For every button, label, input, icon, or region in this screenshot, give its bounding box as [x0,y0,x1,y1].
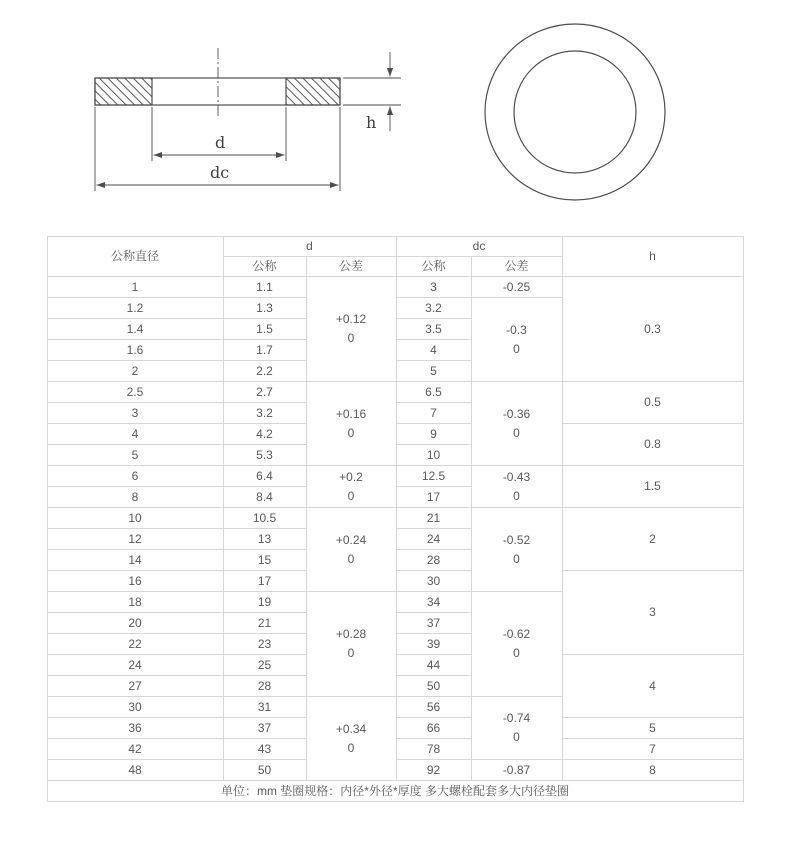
cell-dc-tolerance: -0.25 [471,277,562,298]
cell-nominal-diameter: 4 [47,424,223,445]
cell-nominal-diameter: 6 [47,466,223,487]
cell-h: 4 [562,655,743,718]
header-nominal-diameter: 公称直径 [47,237,223,277]
cell-dc-nominal: 28 [396,550,471,571]
spec-table-header [47,237,743,277]
dim-label-d: d [215,133,226,152]
cell-dc-nominal: 30 [396,571,471,592]
cell-nominal-diameter: 42 [47,739,223,760]
cell-dc-nominal: 9 [396,424,471,445]
header-h: h [562,237,743,277]
cell-nominal-diameter: 24 [47,655,223,676]
cell-nominal-diameter: 1 [47,277,223,298]
cell-d-nominal: 2.7 [223,382,306,403]
subheader-dc-tolerance: 公差 [471,257,562,277]
cell-dc-nominal: 10 [396,445,471,466]
cell-d-nominal: 3.2 [223,403,306,424]
header-d: d [223,237,396,257]
cell-dc-nominal: 39 [396,634,471,655]
subheader-d-nominal: 公称 [223,257,306,277]
cell-dc-nominal: 34 [396,592,471,613]
cell-d-nominal: 50 [223,760,306,781]
cell-d-nominal: 15 [223,550,306,571]
washer-drawing-svg [0,0,790,230]
inner-circle [514,51,636,173]
cell-dc-tolerance: -0.36 0 [471,382,562,466]
cell-dc-nominal: 12.5 [396,466,471,487]
cell-nominal-diameter: 5 [47,445,223,466]
cell-nominal-diameter: 18 [47,592,223,613]
cell-d-nominal: 23 [223,634,306,655]
cell-dc-tolerance: -0.87 [471,760,562,781]
cell-h: 7 [562,739,743,760]
cell-d-tolerance: +0.16 0 [306,382,396,466]
cell-dc-nominal: 56 [396,697,471,718]
cell-d-tolerance: +0.34 0 [306,697,396,781]
subheader-dc-nominal: 公称 [396,257,471,277]
cell-dc-nominal: 7 [396,403,471,424]
cell-h: 8 [562,760,743,781]
cell-dc-tolerance: -0.62 0 [471,592,562,697]
hatch-right [286,78,340,105]
spec-table-body [47,277,743,781]
cell-nominal-diameter: 1.2 [47,298,223,319]
cell-d-nominal: 10.5 [223,508,306,529]
cell-dc-nominal: 78 [396,739,471,760]
washer-spec-table [47,236,744,802]
table-row [47,466,743,487]
cell-dc-tolerance: -0.52 0 [471,508,562,592]
cell-nominal-diameter: 16 [47,571,223,592]
cell-dc-nominal: 17 [396,487,471,508]
cell-dc-tolerance: -0.3 0 [471,298,562,382]
cell-nominal-diameter: 12 [47,529,223,550]
cell-d-nominal: 17 [223,571,306,592]
hatch-left [95,78,152,105]
cell-d-nominal: 43 [223,739,306,760]
cell-nominal-diameter: 8 [47,487,223,508]
cell-d-tolerance: +0.2 0 [306,466,396,508]
cell-h: 0.8 [562,424,743,466]
cell-h: 3 [562,571,743,655]
cell-h: 0.5 [562,382,743,424]
cell-dc-nominal: 3.5 [396,319,471,340]
cell-nominal-diameter: 2 [47,361,223,382]
cell-dc-tolerance: -0.43 0 [471,466,562,508]
cell-dc-nominal: 44 [396,655,471,676]
cell-d-nominal: 21 [223,613,306,634]
table-row [47,277,743,298]
washer-section-view [95,78,340,105]
cell-h: 2 [562,508,743,571]
unit-note: 单位：mm 垫圈规格：内径*外径*厚度 多大螺栓配套多大内径垫圈 [47,781,743,802]
cell-d-nominal: 2.2 [223,361,306,382]
technical-drawing [0,0,790,230]
cell-d-nominal: 31 [223,697,306,718]
cell-dc-nominal: 5 [396,361,471,382]
cell-d-nominal: 1.3 [223,298,306,319]
cell-h: 5 [562,718,743,739]
cell-dc-nominal: 37 [396,613,471,634]
cell-d-nominal: 13 [223,529,306,550]
cell-nominal-diameter: 20 [47,613,223,634]
cell-dc-nominal: 24 [396,529,471,550]
cell-dc-nominal: 4 [396,340,471,361]
cell-d-nominal: 8.4 [223,487,306,508]
cell-dc-nominal: 6.5 [396,382,471,403]
cell-nominal-diameter: 3 [47,403,223,424]
cell-dc-nominal: 3 [396,277,471,298]
cell-d-nominal: 25 [223,655,306,676]
cell-d-nominal: 1.1 [223,277,306,298]
cell-h: 0.3 [562,277,743,382]
subheader-d-tolerance: 公差 [306,257,396,277]
cell-dc-nominal: 92 [396,760,471,781]
cell-d-nominal: 5.3 [223,445,306,466]
cell-d-nominal: 37 [223,718,306,739]
table-row [47,508,743,529]
cell-dc-nominal: 3.2 [396,298,471,319]
cell-nominal-diameter: 1.4 [47,319,223,340]
cell-dc-nominal: 50 [396,676,471,697]
cell-d-nominal: 19 [223,592,306,613]
cell-d-nominal: 28 [223,676,306,697]
cell-nominal-diameter: 48 [47,760,223,781]
cell-h: 1.5 [562,466,743,508]
cell-d-nominal: 4.2 [223,424,306,445]
cell-d-tolerance: +0.24 0 [306,508,396,592]
table-footer-row [47,781,743,802]
cell-nominal-diameter: 2.5 [47,382,223,403]
cell-dc-nominal: 21 [396,508,471,529]
cell-dc-nominal: 66 [396,718,471,739]
cell-nominal-diameter: 14 [47,550,223,571]
cell-nominal-diameter: 36 [47,718,223,739]
header-dc: dc [396,237,562,257]
cell-nominal-diameter: 10 [47,508,223,529]
cell-nominal-diameter: 30 [47,697,223,718]
cell-d-nominal: 6.4 [223,466,306,487]
cell-dc-tolerance: -0.74 0 [471,697,562,760]
cell-d-nominal: 1.5 [223,319,306,340]
cell-d-nominal: 1.7 [223,340,306,361]
washer-front-view [485,24,665,200]
cell-nominal-diameter: 22 [47,634,223,655]
dim-label-dc: dc [210,163,230,182]
cell-d-tolerance: +0.12 0 [306,277,396,382]
cell-nominal-diameter: 27 [47,676,223,697]
dim-label-h: h [366,113,377,132]
cell-d-tolerance: +0.28 0 [306,592,396,697]
table-row [47,382,743,403]
cell-nominal-diameter: 1.6 [47,340,223,361]
